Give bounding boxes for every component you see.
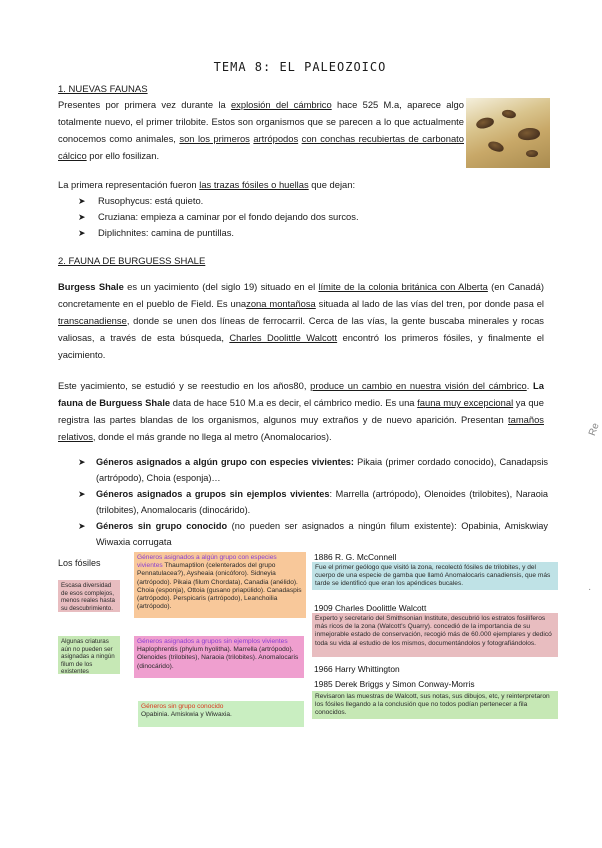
paragraph-burgess-yacimiento [58, 278, 544, 363]
text-run: Presentes por primera vez durante la [58, 99, 231, 110]
text-run: La fauna de Burguess Shale [58, 380, 544, 408]
list-item: ➤ Diplichnites: camina de puntillas. [78, 227, 235, 238]
box-genera-unknown: Géneros sin grupo conocido Opabinia. Amiskwia y Wiwaxia. [138, 701, 304, 727]
box-genera-no-living: Géneros asignados a grupos sin ejemplos vivientes Haplophrentis (phylum hyolitha). Marrella (artrópodo). Olenoides (trilobites), Naraoia (trilobites). Anomalocaris (dinocárido). [134, 636, 304, 678]
timeline-entry: Revisaron las muestras de Walcott, sus notas, sus dibujos, etc, y reinterpretaron los fósiles llegando a la conclusión que no todos podían pertenecer a fila conocidos. [312, 691, 558, 719]
section-heading-nuevas-faunas: 1. NUEVAS FAUNAS [58, 84, 148, 95]
text-run: con conchas recubiertas de carbonato cálcico [58, 133, 464, 161]
list-item [78, 518, 548, 550]
list-item [78, 454, 548, 486]
timeline-heading: 1886 R. G. McConnell [314, 552, 397, 562]
text-run: (no pueden ser asignados a ningún filum existente): Opabinia, Amiskwiay Wiwaxia corrugata [96, 521, 548, 547]
list-item: ➤ Cruziana: empieza a caminar por el fondo dejando dos surcos. [78, 211, 359, 222]
text-run: límite de la colonia británica con Alberta [318, 281, 488, 292]
box-genera-living-groups: Géneros asignados a algún grupo con especies vivientes Thaumaptilon (celenterados del grupo Pennatulacea?), Aysheaia (onicóforo). Sidneyia (artrópodo). Pikaia (filum Chordata), Canadia (anélido). Choia (esponja), Ottoia (gusano priapúlido). Canadaspis (artrópodo). Perspicaris (artrópodo), Leanchoilia (artrópodo). [134, 552, 306, 618]
arrow-bullet-icon: ➤ [78, 521, 86, 531]
trilobite-illustration [466, 98, 550, 168]
list-item [78, 486, 548, 518]
list-item: ➤ Rusophycus: está quieto. [78, 195, 204, 206]
text-run: , donde el más grande no llega al metro (Anomalocarios). [92, 431, 332, 442]
text-run: es un yacimiento (del siglo 19) situado en el [123, 281, 319, 292]
text-run: hace 525 M.a, aparece algo totalmente nuevo, el primer trilobite. Estos son organismos que se parecen a lo que actualmente conocemos como animales, [58, 99, 464, 144]
text-run: tamaños relativos [58, 414, 544, 442]
text-run: (en Canadá) concretamente en el pueblo de Field. Es una [58, 281, 544, 309]
text-run: Géneros asignados a grupos sin ejemplos vivientes [96, 489, 330, 499]
arrow-bullet-icon: ➤ [78, 457, 86, 467]
timeline-heading: 1909 Charles Doolittle Walcott [314, 603, 427, 613]
text-run: zona montañosa [246, 298, 316, 309]
edge-mark: · [588, 584, 592, 595]
text-run: , donde se unen dos líneas de ferrocarril. Cerca de las vías, la gente buscaba minerales y rocas valiosas, a través de esta búsqueda, [58, 315, 544, 343]
text-run: Este yacimiento, se estudió y se reestudio en los años80, [58, 380, 311, 391]
text-run: fauna muy excepcional [417, 397, 514, 408]
text-run: son los primeros [179, 133, 250, 144]
arrow-bullet-icon: ➤ [78, 228, 86, 238]
text-run: transcanadiense [58, 315, 127, 326]
text-run: Burgess Shale [58, 281, 124, 292]
text-run: Géneros asignados a algún grupo con especies vivientes: [96, 457, 354, 467]
text-run: por ello fosilizan. [86, 150, 160, 161]
paragraph-trazas: La primera representación fueron las trazas fósiles o huellas que dejan: [58, 179, 356, 190]
timeline-heading: 1985 Derek Briggs y Simon Conway-Morris [314, 679, 475, 689]
timeline-entry: Fue el primer geólogo que visitó la zona, recolectó fósiles de trilobites, y del cuerpo de una especie de gamba que llamó Anomalocaris canadiensis, que más tarde se identificó que eran los apéndices bucales. [312, 562, 558, 590]
page-title: TEMA 8: EL PALEOZOICO [213, 60, 387, 74]
arrow-bullet-icon: ➤ [78, 489, 86, 499]
text-run: situada al lado de las vías del tren, por donde pasa el [315, 298, 544, 309]
paragraph-nuevas-faunas [58, 96, 464, 164]
text-run: artrópodos [253, 133, 299, 144]
side-note-bottom: Algunas criaturas aún no pueden ser asignadas a ningún filum de los existentes [58, 636, 120, 674]
text-run: produce un cambio en nuestra visión del cámbrico [310, 380, 527, 391]
text-run: encontró los primeros fósiles, y finalmente el yacimiento. [58, 332, 544, 360]
diagram-label: Los fósiles [58, 558, 101, 568]
arrow-bullet-icon: ➤ [78, 212, 86, 222]
text-run: explosión del cámbrico [230, 99, 332, 110]
timeline-heading: 1966 Harry Whittington [314, 664, 400, 674]
section-heading-burgess: 2. FAUNA DE BURGUESS SHALE [58, 256, 206, 267]
side-note-top: Escasa diversidad de esos complejos, menos reales hasta su descubrimiento. [58, 580, 120, 612]
paragraph-burgess-fauna [58, 377, 544, 445]
edge-mark: Re [587, 421, 602, 438]
text-run: : Marrella (artrópodo), Olenoides (trilobites), Naraoia (trilobites), Anomalocaris (dinocárido). [96, 489, 548, 515]
timeline-entry: Experto y secretario del Smithsonian Institute, descubrió los estratos fosilíferos más ricos de la zona (Walcott's Quarry). concedió de la importancia de su inmejorable estado de conservación, recogió más de 60.000 ejemplares y dedicó toda su vida al estudio de los mismos, documentándolos y fotografiándolos. [312, 613, 558, 657]
text-run: ya que registra las partes blandas de los organismos, algunos muy extraños y de nuevo aparición. Presentan [58, 397, 544, 425]
text-run: Pikaia (primer cordado conocido), Canadapsis (artrópodo), Choia (esponja)… [96, 457, 548, 483]
text-run: Charles Doolittle Walcott [229, 332, 338, 343]
text-run: . [526, 380, 534, 391]
text-run: Géneros sin grupo conocido [96, 521, 228, 531]
arrow-bullet-icon: ➤ [78, 196, 86, 206]
text-run: data de hace 510 M.a es decir, el cámbrico medio. Es una [170, 397, 418, 408]
